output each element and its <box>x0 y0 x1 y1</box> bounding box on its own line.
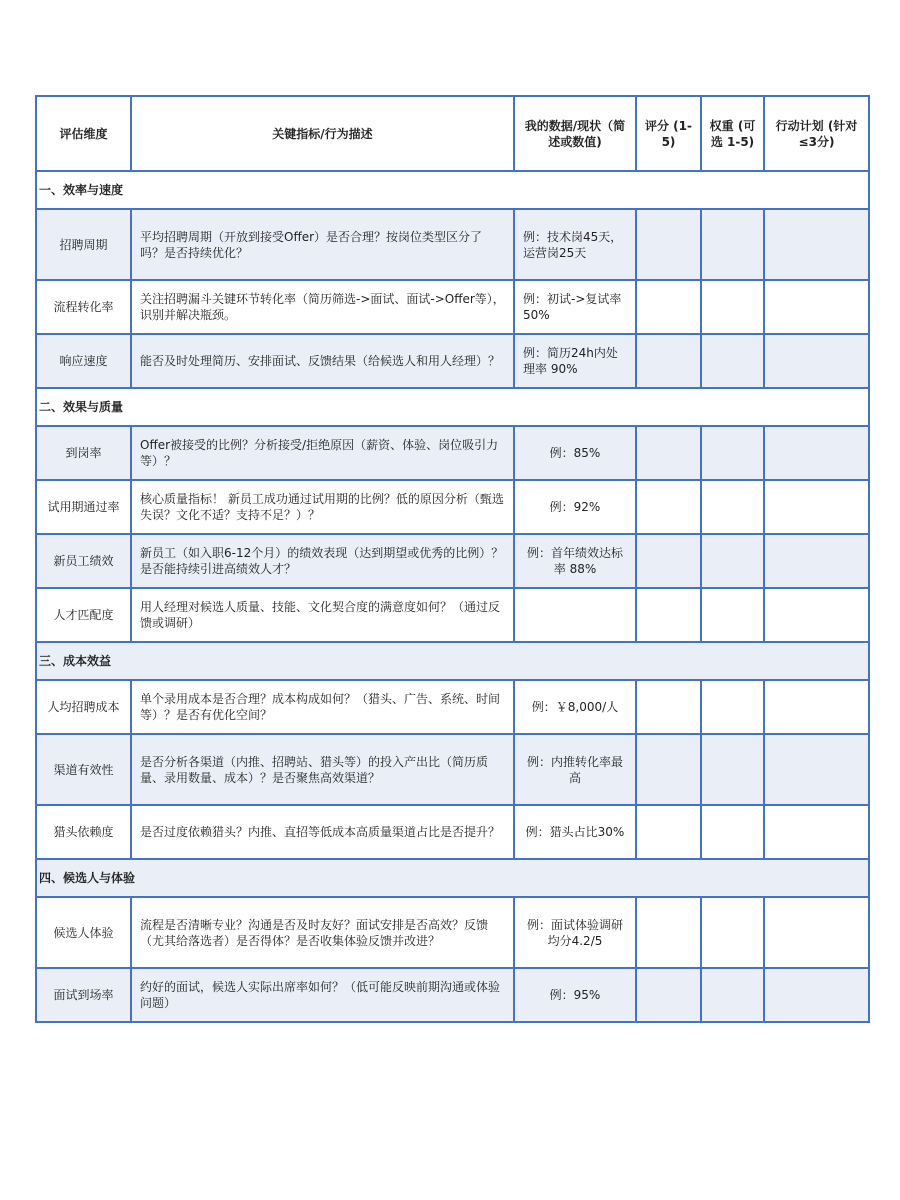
indicator-cell: 平均招聘周期（开放到接受Offer）是否合理？按岗位类型区分了吗？是否持续优化？ <box>131 209 514 280</box>
weight-cell[interactable] <box>701 534 764 588</box>
dimension-cell: 渠道有效性 <box>36 734 131 805</box>
score-cell[interactable] <box>636 897 701 968</box>
section-title: 二、效果与质量 <box>36 388 869 426</box>
score-cell[interactable] <box>636 534 701 588</box>
table-row <box>36 968 869 1022</box>
my-data-cell[interactable]: 例：95% <box>514 968 636 1022</box>
action-cell[interactable] <box>764 805 869 859</box>
score-cell[interactable] <box>636 680 701 734</box>
header-action: 行动计划 (针对≤3分) <box>764 96 869 171</box>
action-cell[interactable] <box>764 209 869 280</box>
table-row <box>36 588 869 642</box>
table-row <box>36 280 869 334</box>
indicator-cell: 流程是否清晰专业？沟通是否及时友好？面试安排是否高效？反馈（尤其给落选者）是否得体？是否收集体验反馈并改进？ <box>131 897 514 968</box>
section-row <box>36 859 869 897</box>
indicator-cell: 约好的面试，候选人实际出席率如何？（低可能反映前期沟通或体验问题） <box>131 968 514 1022</box>
my-data-cell[interactable]: 例：技术岗45天，运营岗25天 <box>514 209 636 280</box>
indicator-cell: 新员工（如入职6-12个月）的绩效表现（达到期望或优秀的比例）？是否能持续引进高绩效人才？ <box>131 534 514 588</box>
score-cell[interactable] <box>636 734 701 805</box>
action-cell[interactable] <box>764 680 869 734</box>
dimension-cell: 流程转化率 <box>36 280 131 334</box>
action-cell[interactable] <box>764 534 869 588</box>
my-data-cell[interactable]: 例：猎头占比30% <box>514 805 636 859</box>
table-row <box>36 209 869 280</box>
my-data-cell[interactable]: 例：内推转化率最高 <box>514 734 636 805</box>
weight-cell[interactable] <box>701 968 764 1022</box>
weight-cell[interactable] <box>701 334 764 388</box>
weight-cell[interactable] <box>701 734 764 805</box>
section-title: 一、效率与速度 <box>36 171 869 209</box>
my-data-cell[interactable]: 例：首年绩效达标率 88% <box>514 534 636 588</box>
table-row <box>36 534 869 588</box>
action-cell[interactable] <box>764 968 869 1022</box>
dimension-cell: 人均招聘成本 <box>36 680 131 734</box>
indicator-cell: 核心质量指标！ 新员工成功通过试用期的比例？低的原因分析（甄选失误？文化不适？支持不足？）？ <box>131 480 514 534</box>
section-title: 三、成本效益 <box>36 642 869 680</box>
dimension-cell: 到岗率 <box>36 426 131 480</box>
weight-cell[interactable] <box>701 897 764 968</box>
action-cell[interactable] <box>764 334 869 388</box>
score-cell[interactable] <box>636 968 701 1022</box>
table-row <box>36 426 869 480</box>
indicator-cell: 关注招聘漏斗关键环节转化率（简历筛选->面试、面试->Offer等），识别并解决瓶颈。 <box>131 280 514 334</box>
action-cell[interactable] <box>764 426 869 480</box>
my-data-cell[interactable]: 例：85% <box>514 426 636 480</box>
score-cell[interactable] <box>636 805 701 859</box>
weight-cell[interactable] <box>701 280 764 334</box>
my-data-cell[interactable]: 例：92% <box>514 480 636 534</box>
table-row <box>36 805 869 859</box>
indicator-cell: 是否过度依赖猎头？内推、直招等低成本高质量渠道占比是否提升？ <box>131 805 514 859</box>
table-row <box>36 334 869 388</box>
dimension-cell: 人才匹配度 <box>36 588 131 642</box>
my-data-cell[interactable]: 例：简历24h内处理率 90% <box>514 334 636 388</box>
weight-cell[interactable] <box>701 680 764 734</box>
my-data-cell[interactable] <box>514 588 636 642</box>
header-row <box>36 96 869 171</box>
indicator-cell: 能否及时处理简历、安排面试、反馈结果（给候选人和用人经理）？ <box>131 334 514 388</box>
score-cell[interactable] <box>636 480 701 534</box>
section-title: 四、候选人与体验 <box>36 859 869 897</box>
section-row <box>36 642 869 680</box>
score-cell[interactable] <box>636 280 701 334</box>
my-data-cell[interactable]: 例：面试体验调研均分4.2/5 <box>514 897 636 968</box>
indicator-cell: 单个录用成本是否合理？成本构成如何？（猎头、广告、系统、时间等）？是否有优化空间？ <box>131 680 514 734</box>
header-weight: 权重 (可选 1-5) <box>701 96 764 171</box>
action-cell[interactable] <box>764 588 869 642</box>
score-cell[interactable] <box>636 334 701 388</box>
dimension-cell: 招聘周期 <box>36 209 131 280</box>
header-my-data: 我的数据/现状（简述或数值) <box>514 96 636 171</box>
dimension-cell: 响应速度 <box>36 334 131 388</box>
indicator-cell: 用人经理对候选人质量、技能、文化契合度的满意度如何？（通过反馈或调研） <box>131 588 514 642</box>
action-cell[interactable] <box>764 480 869 534</box>
weight-cell[interactable] <box>701 588 764 642</box>
dimension-cell: 面试到场率 <box>36 968 131 1022</box>
action-cell[interactable] <box>764 734 869 805</box>
dimension-cell: 猎头依赖度 <box>36 805 131 859</box>
my-data-cell[interactable]: 例：￥8,000/人 <box>514 680 636 734</box>
dimension-cell: 试用期通过率 <box>36 480 131 534</box>
score-cell[interactable] <box>636 426 701 480</box>
table-row <box>36 480 869 534</box>
indicator-cell: 是否分析各渠道（内推、招聘站、猎头等）的投入产出比（简历质量、录用数量、成本）？是否聚焦高效渠道？ <box>131 734 514 805</box>
header-indicator: 关键指标/行为描述 <box>131 96 514 171</box>
dimension-cell: 新员工绩效 <box>36 534 131 588</box>
section-row <box>36 388 869 426</box>
weight-cell[interactable] <box>701 209 764 280</box>
dimension-cell: 候选人体验 <box>36 897 131 968</box>
indicator-cell: Offer被接受的比例？分析接受/拒绝原因（薪资、体验、岗位吸引力等）？ <box>131 426 514 480</box>
weight-cell[interactable] <box>701 426 764 480</box>
section-row <box>36 171 869 209</box>
header-dimension: 评估维度 <box>36 96 131 171</box>
header-score: 评分 (1-5) <box>636 96 701 171</box>
score-cell[interactable] <box>636 588 701 642</box>
action-cell[interactable] <box>764 897 869 968</box>
table-row <box>36 897 869 968</box>
score-cell[interactable] <box>636 209 701 280</box>
table-row <box>36 680 869 734</box>
my-data-cell[interactable]: 例：初试->复试率 50% <box>514 280 636 334</box>
weight-cell[interactable] <box>701 805 764 859</box>
evaluation-table <box>35 95 870 1023</box>
weight-cell[interactable] <box>701 480 764 534</box>
table-row <box>36 734 869 805</box>
action-cell[interactable] <box>764 280 869 334</box>
